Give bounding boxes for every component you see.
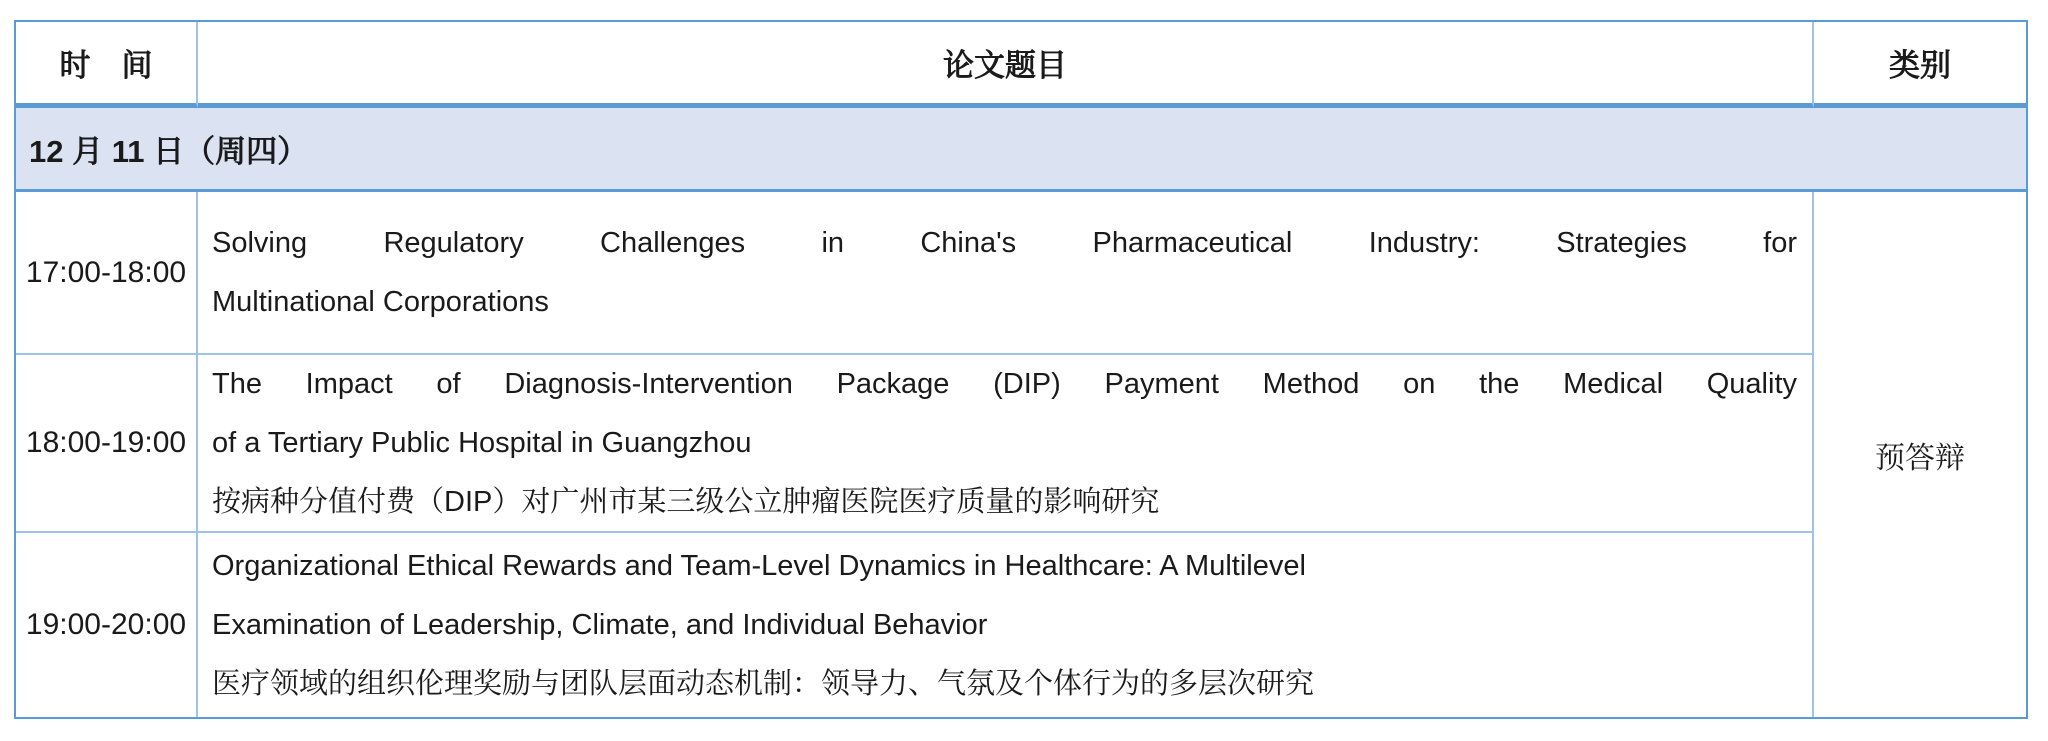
title-en-line: Solving Regulatory Challenges in China's Pharmaceutical Industry: Strategies for: [212, 226, 1797, 259]
time-cell-1: [16, 192, 198, 355]
header-time-label: 时 间: [59, 48, 153, 83]
title-en-line: Organizational Ethical Rewards and Team-Level Dynamics in Healthcare: A Multilevel: [212, 549, 1306, 582]
category-value: 预答辩: [1875, 441, 1965, 475]
time-cell-3: [16, 533, 198, 717]
header-cell-title: [198, 22, 1814, 108]
schedule-table: [14, 20, 2028, 719]
title-zh-line: 医疗领域的组织伦理奖励与团队层面动态机制：领导力、气氛及个体行为的多层次研究: [212, 667, 1315, 700]
title-cell-3: [198, 533, 1814, 717]
header-category-label: 类别: [1889, 48, 1951, 83]
category-cell: [1814, 192, 2026, 717]
header-cell-time: [16, 22, 198, 108]
title-en-line: The Impact of Diagnosis-Intervention Package (DIP) Payment Method on the Medical Quality: [212, 367, 1797, 400]
title-cell-2: [198, 355, 1814, 533]
title-en-line: Multinational Corporations: [212, 285, 549, 318]
date-banner: [16, 108, 2026, 192]
header-cell-category: [1814, 22, 2026, 108]
time-value: 18:00-19:00: [25, 426, 187, 459]
header-title-label: 论文题目: [943, 48, 1067, 83]
title-zh-line: 按病种分值付费（DIP）对广州市某三级公立肿瘤医院医疗质量的影响研究: [212, 485, 1160, 518]
title-en-line: Examination of Leadership, Climate, and Individual Behavior: [212, 608, 988, 641]
time-value: 19:00-20:00: [25, 608, 187, 641]
title-cell-1: [198, 192, 1814, 355]
time-cell-2: [16, 355, 198, 533]
time-value: 17:00-18:00: [25, 255, 187, 289]
date-banner-label: 12 月 11 日（周四）: [29, 134, 309, 169]
title-en-line: of a Tertiary Public Hospital in Guangzhou: [212, 426, 752, 459]
